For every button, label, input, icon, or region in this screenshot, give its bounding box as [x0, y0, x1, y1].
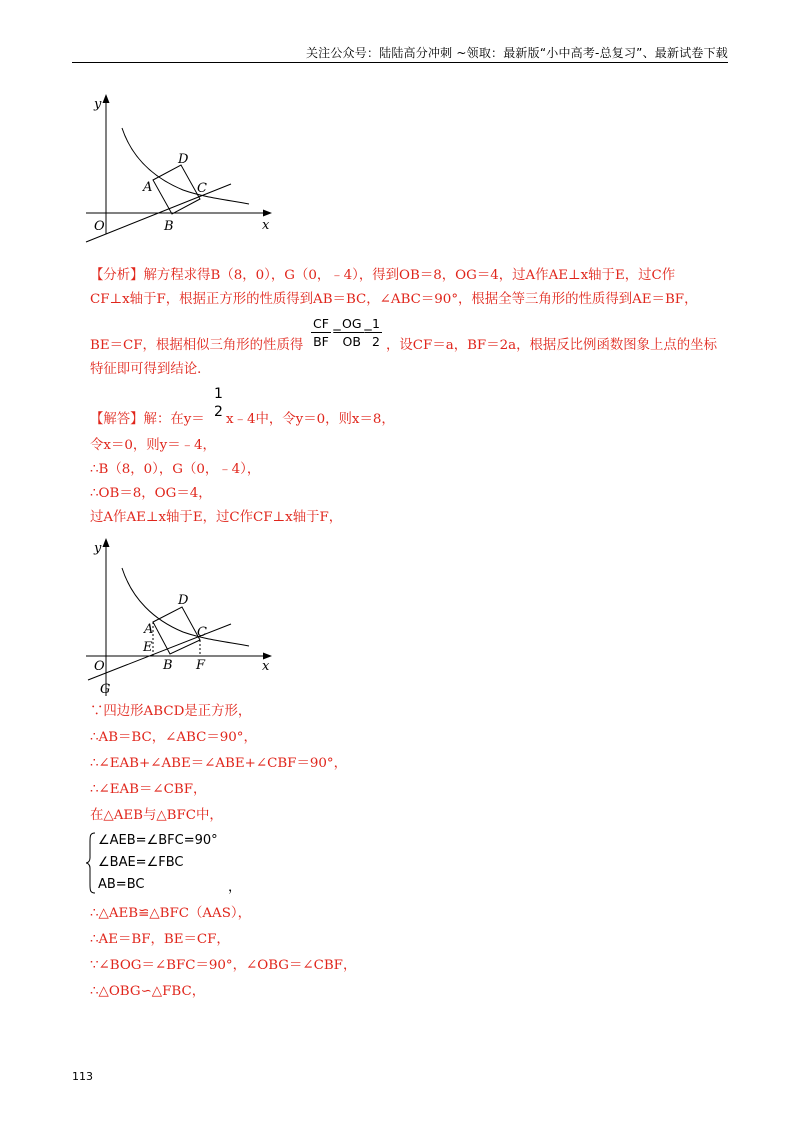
fraction-og-ob: $\frac{OG}{OB}$: [342, 316, 362, 349]
analysis-line-3b: ，设CF＝a，BF＝2a，根据反比例函数图象上点的坐标: [386, 338, 717, 353]
x-axis-arrow: [263, 210, 272, 217]
equals-sign-1: =: [332, 324, 343, 338]
label-x: x: [262, 218, 270, 233]
solution-line-10: 在△AEB与△BFC中，: [90, 808, 223, 823]
label-c: C: [197, 181, 207, 196]
solution-line-1a: 【解答】解：在y＝: [90, 412, 205, 427]
system-brace: [86, 832, 96, 894]
header-rule: [72, 62, 728, 63]
label-y: y: [94, 541, 102, 556]
analysis-line-4: 特征即可得到结论．: [90, 362, 211, 377]
solution-line-5: 过A作AE⊥x轴于E，过C作CF⊥x轴于F，: [90, 510, 343, 525]
label-b: B: [163, 658, 173, 673]
fraction-half: 1 2: [214, 386, 223, 420]
solution-line-12: ∴AE＝BF，BE＝CF，: [90, 932, 230, 947]
label-f: F: [196, 658, 206, 673]
y-axis-arrow: [103, 94, 110, 103]
label-e: E: [143, 640, 153, 655]
solution-line-11: ∴△AEB≌△BFC（AAS），: [90, 906, 251, 921]
label-o: O: [94, 219, 105, 234]
solution-line-1b: x﹣4中，令y＝0，则x＝8，: [226, 412, 395, 427]
label-y: y: [94, 97, 102, 112]
system-row-3: AB=BC: [98, 877, 145, 892]
solution-line-2: 令x＝0，则y＝﹣4，: [90, 438, 216, 453]
solution-line-3: ∴B（8，0），G（0，﹣4），: [90, 462, 261, 477]
label-x: x: [262, 659, 270, 674]
fraction-cf-bf: $\frac{CF}{BF}$: [313, 316, 329, 349]
system-row-2: ∠BAE=∠FBC: [98, 855, 184, 870]
label-c: C: [197, 625, 207, 640]
line-bg: [88, 624, 231, 680]
solution-line-13: ∵∠BOG＝∠BFC＝90°，∠OBG＝∠CBF，: [90, 958, 357, 973]
label-d: D: [178, 593, 189, 608]
label-a: A: [143, 180, 153, 195]
fraction-one-half: $\frac{1}{2}$: [372, 316, 380, 349]
system-row-1: ∠AEB=∠BFC=90°: [98, 833, 218, 848]
label-o: O: [94, 659, 105, 674]
label-b: B: [164, 219, 174, 234]
analysis-line-1: 【分析】解方程求得B（8，0），G（0，﹣4），得到OB＝8，OG＝4，过A作AE⊥x轴于E，过C作: [90, 268, 676, 283]
label-d: D: [178, 152, 189, 167]
solution-line-8: ∴∠EAB+∠ABE＝∠ABE+∠CBF＝90°，: [90, 756, 347, 771]
label-g: G: [100, 682, 111, 697]
analysis-line-3a: BE＝CF，根据相似三角形的性质得: [90, 338, 304, 353]
solution-line-6: ∵四边形ABCD是正方形，: [90, 704, 252, 719]
solution-line-14: ∴△OBG∽△FBC，: [90, 984, 206, 999]
analysis-line-2: CF⊥x轴于F，根据正方形的性质得到AB＝BC，∠ABC＝90°，根据全等三角形的性质得到AE＝BF，: [90, 292, 698, 307]
solution-line-7: ∴AB＝BC，∠ABC＝90°，: [90, 730, 257, 745]
label-a: A: [144, 622, 154, 637]
solution-line-4: ∴OB＝8，OG＝4，: [90, 486, 212, 501]
y-axis-arrow: [103, 538, 110, 547]
solution-line-9: ∴∠EAB＝∠CBF，: [90, 782, 207, 797]
figure-2: [86, 536, 286, 696]
page-number: 113: [72, 1070, 93, 1083]
page-header: 关注公众号：陆陆高分冲刺 ~领取：最新版“小中高考-总复习”、最新试卷下载: [305, 46, 728, 60]
figure-1: [86, 92, 286, 242]
equation-system: [98, 830, 218, 896]
square-abcd: [153, 165, 200, 214]
equals-sign-2: =: [363, 324, 374, 338]
square-abcd: [153, 607, 200, 654]
system-comma: ，: [228, 880, 242, 895]
